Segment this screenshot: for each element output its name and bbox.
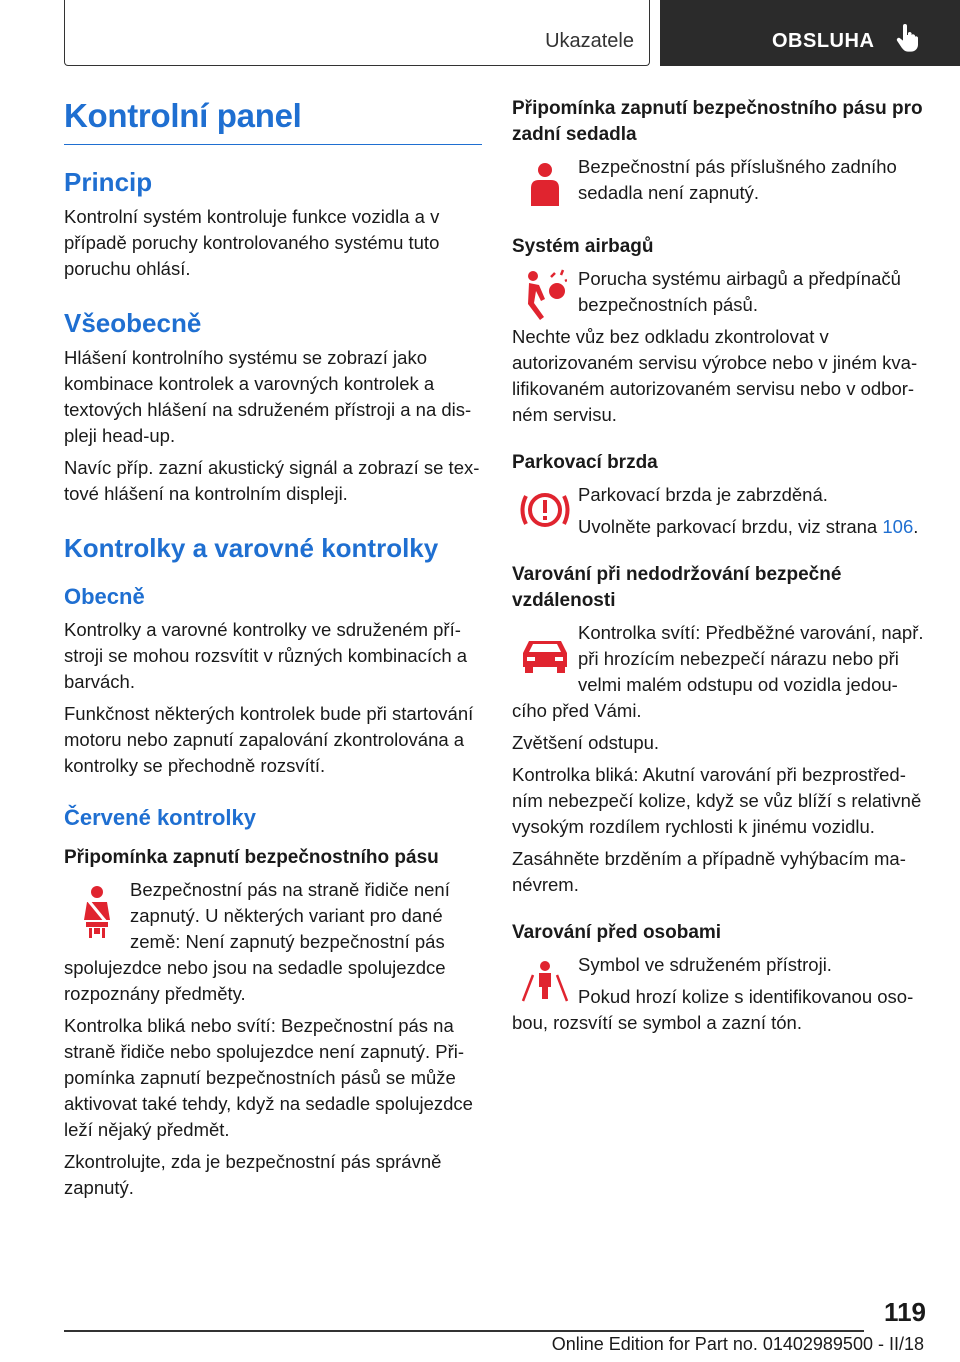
airbag-entry — [512, 266, 926, 318]
footer-divider — [64, 1330, 864, 1332]
distance-p2: Zvětšení odstupu. — [512, 732, 660, 753]
pedestrian-icon-wrap — [512, 952, 578, 1010]
seatbelt-entry — [64, 877, 482, 1007]
brake-p2: Uvolněte parkovací brzdu, viz strana 106. — [578, 516, 919, 537]
car-collision-warning-icon — [519, 635, 571, 675]
distance-entry — [512, 620, 926, 724]
edition-footer: Online Edition for Part no. 01402989500 - II/18 — [551, 1334, 924, 1354]
airbag-heading: Systém airbagů — [512, 236, 654, 257]
right-column — [512, 96, 926, 1042]
seatbelt-p2: Kontrolka bliká nebo svítí: Bezpečnostní pás na straně řidiče nebo spolujezdce není zapnutý. Připomínka zapnutí bezpečnostních pásů se může aktivovat také tehdy, když na sedadle spolujezdce leží nějaký předmět. — [64, 1014, 473, 1140]
pedestrian-p1: Symbol ve sdruženém přístroji. — [578, 954, 832, 975]
page-link-106[interactable]: 106 — [882, 516, 914, 537]
airbag-icon-wrap — [512, 266, 578, 324]
left-column — [64, 96, 482, 1207]
brake-heading: Parkovací brzda — [512, 452, 658, 473]
seatbelt-warning-icon — [77, 884, 117, 940]
obecne-p2: Funkčnost některých kontrolek bude při startování motoru nebo zapnutí zapalování zkontrolována a kontrolky se přechodně rozsvítí. — [64, 702, 474, 776]
page-title: Kontrolní panel — [64, 96, 482, 145]
seatbelt-p3: Zkontrolujte, zda je bezpečnostní pás správně zapnutý. — [64, 1150, 442, 1198]
page-header — [64, 0, 960, 66]
rear-seatbelt-heading: Připomínka zapnutí bezpečnostního pásu pro zadní sedadla — [512, 98, 923, 145]
rear-seatbelt-icon-wrap — [512, 154, 578, 218]
cervene-heading: Červené kontrolky — [64, 804, 256, 830]
distance-heading: Varování při nedodržování bezpečné vzdálenosti — [512, 564, 842, 611]
obecne-heading: Obecně — [64, 584, 145, 610]
obecne-p1: Kontrolky a varovné kontrolky ve sdruženém přístroji se mohou rozsvítit v různých kombinacích a barvách. — [64, 618, 468, 692]
chapter-title: OBSLUHA — [772, 30, 875, 52]
brake-entry — [512, 482, 926, 540]
seatbelt-p1: Bezpečnostní pás na straně řidiče není zapnutý. U některých variant pro dané země: Není zapnutý bezpečnostní pás spolujezdce nebo jsou na sedadle spolujezdce rozpoznány předměty. — [64, 878, 450, 1004]
rear-seatbelt-entry — [512, 154, 926, 206]
distance-p1: Kontrolka svítí: Předběžné varování, např. při hrozícím nebezpečí nárazu nebo při velmi malém odstupu od vozidla jedoucího před Vámi. — [512, 622, 924, 721]
brake-p1: Parkovací brzda je zabrzděná. — [578, 484, 828, 505]
hand-pointer-icon — [896, 24, 918, 52]
airbag-warning-icon — [523, 269, 567, 321]
pedestrian-entry — [512, 952, 926, 1036]
chapter-tab — [660, 0, 960, 66]
distance-p3: Kontrolka bliká: Akutní varování při bezprostředním nebezpečí kolize, když se vůz blíží s relativně vysokým rozdílem rychlosti k jinému vozidlu. — [512, 764, 922, 837]
airbag-p1: Porucha systému airbagů a předpínačů bezpečnostních pásů. — [578, 268, 901, 315]
seatbelt-icon-wrap — [64, 877, 130, 947]
parking-brake-icon — [515, 488, 575, 532]
brake-icon-wrap — [512, 482, 578, 538]
vseobecne-p1: Hlášení kontrolního systému se zobrazí jako kombinace kontrolek a varovných kontrolek a textových hlášení na sdruženém přístroji a na displeji head-up. — [64, 346, 472, 446]
pedestrian-p2: Pokud hrozí kolize s identifikovanou osobou, rozsvítí se symbol a zazní tón. — [512, 986, 914, 1033]
rear-seatbelt-icon — [525, 158, 565, 214]
princip-heading: Princip — [64, 166, 153, 197]
rear-seatbelt-p1: Bezpečnostní pás příslušného zadního sedadla není zapnutý. — [578, 156, 897, 203]
princip-text: Kontrolní systém kontroluje funkce vozidla a v případě poruchy kontrolovaného systému tuto poruchu ohlásí. — [64, 205, 440, 279]
vseobecne-p2: Navíc příp. zazní akustický signál a zobrazí se textové hlášení na kontrolním displeji. — [64, 456, 480, 504]
distance-icon-wrap — [512, 620, 578, 690]
pedestrian-warning-icon — [519, 959, 571, 1003]
kontrolky-heading: Kontrolky a varovné kontrolky — [64, 532, 439, 563]
seatbelt-heading: Připomínka zapnutí bezpečnostního pásu — [64, 846, 439, 868]
airbag-p2: Nechte vůz bez odkladu zkontrolovat v autorizovaném servisu výrobce nebo v jiném kvalifikovaném autorizovaném servisu nebo v odborném servisu. — [512, 326, 918, 425]
vseobecne-heading: Všeobecně — [64, 307, 202, 338]
page-number: 119 — [884, 1297, 926, 1327]
distance-p4: Zasáhněte brzděním a případně vyhýbacím manévrem. — [512, 848, 906, 895]
pedestrian-heading: Varování před osobami — [512, 922, 722, 943]
section-title: Ukazatele — [545, 30, 634, 52]
